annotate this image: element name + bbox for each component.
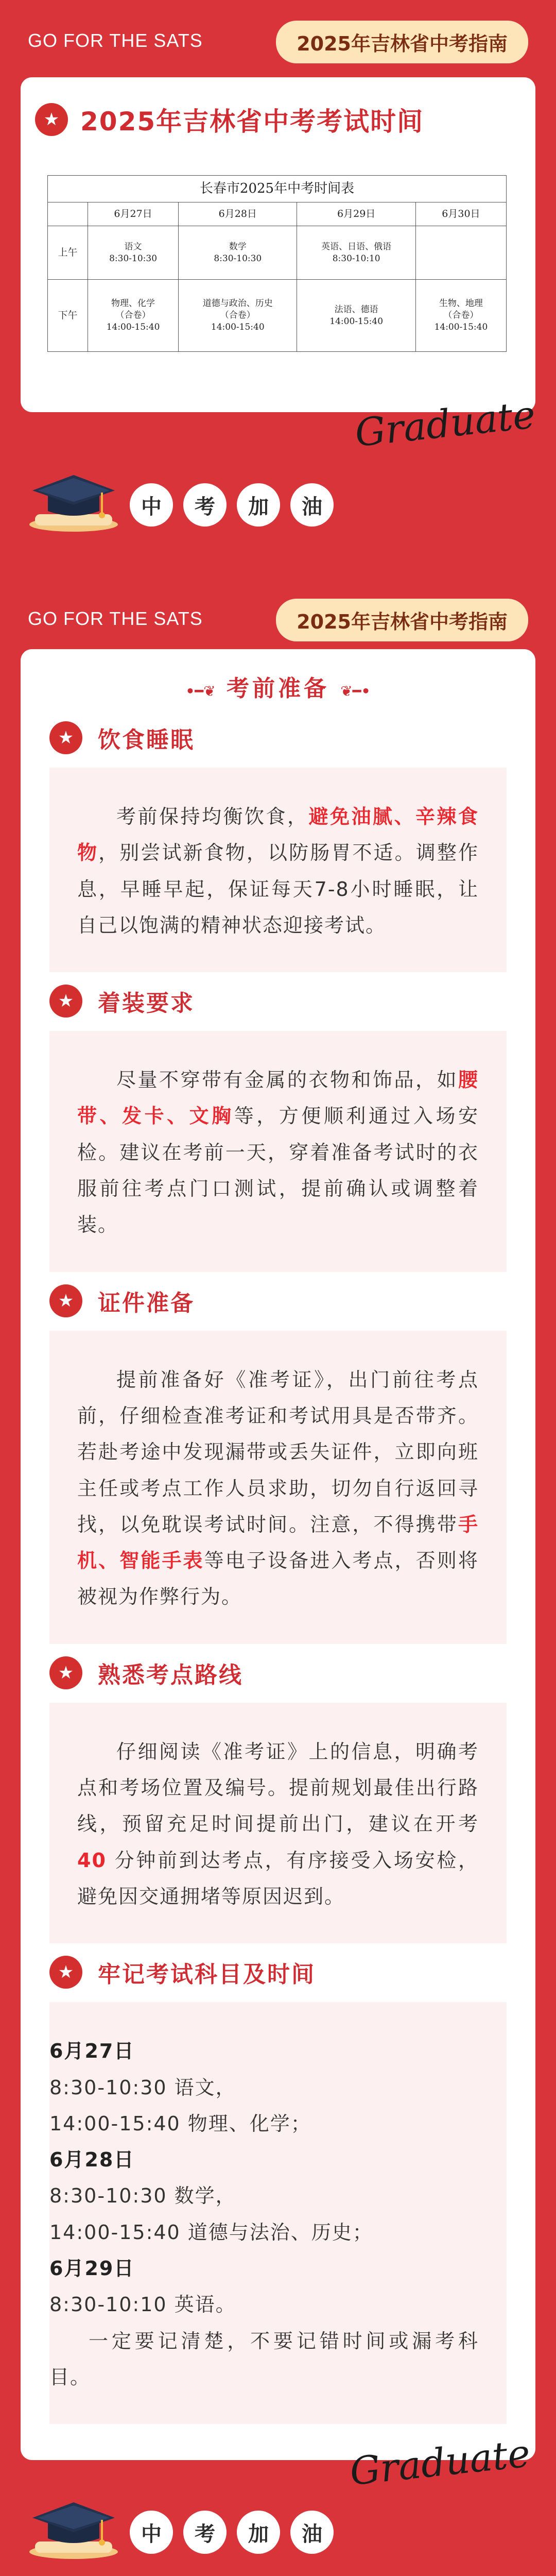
body-text: 等，方便顺利通过入场安检。建议在考前一天，穿着准备考试时的衣服前往考点门口测试，提前确认或调整着装。 — [77, 1105, 479, 1236]
prep-item-text — [77, 1362, 479, 1615]
body-text: 提前准备好《准考证》，出门前往考点前，仔细检查准考证和考试用具是否带齐。若赴考途中发现漏带或丢失证件，立即向班主任或考点工作人员求助，切勿自行返回寻找，以免耽误考试时间。注意，不得携带 — [77, 1368, 479, 1536]
highlight-text: 手机、智能手表 — [77, 1513, 479, 1572]
exam-time-block — [0, 0, 556, 464]
prep-header — [0, 577, 556, 659]
subject: 道德与政治、历史 — [202, 298, 273, 309]
cheer-char: 中 — [130, 483, 173, 527]
period-label: 上午 — [48, 226, 88, 280]
star-icon: ★ — [49, 985, 82, 1018]
table-row-morning — [48, 226, 507, 280]
body-text: 考前保持均衡饮食， — [116, 805, 309, 828]
prep-item-text — [77, 799, 479, 943]
schedule-note: 一定要记清楚，不要记错时间或漏考科目。 — [49, 2329, 479, 2388]
prep-block — [0, 577, 556, 2495]
prep-item-title: 着装要求 — [98, 990, 195, 1017]
time: 8:30-10:30 — [109, 253, 158, 264]
time: 14:00-15:40 — [211, 321, 265, 332]
prep-item-text — [77, 1734, 479, 1914]
cheer-row — [0, 464, 556, 541]
graduation-cap-icon — [25, 2491, 123, 2568]
prep-items — [21, 721, 535, 1943]
tagline: GO FOR THE SATS — [28, 608, 203, 629]
subject: 物理、化学 — [111, 298, 155, 309]
table-day: 6月29日 — [297, 202, 415, 226]
schedule-line: 14:00-15:40 道德与法治、历史； — [49, 2221, 373, 2244]
time: 14:00-15:40 — [329, 316, 384, 327]
table-cell — [88, 280, 179, 352]
table-day: 6月27日 — [88, 202, 179, 226]
section-title — [21, 670, 535, 703]
star-icon: ★ — [49, 1656, 82, 1689]
subject: 语文 — [124, 241, 142, 252]
period-label: 下午 — [48, 280, 88, 352]
prep-item-heading — [21, 721, 535, 754]
prep-item-title: 熟悉考点路线 — [98, 1662, 243, 1688]
table-cell — [297, 226, 415, 280]
schedule-line: 8:30-10:30 语文， — [49, 2076, 236, 2099]
table-cell — [415, 226, 506, 280]
note: （合卷） — [443, 310, 479, 321]
time: 14:00-15:40 — [434, 321, 488, 332]
cheer-char: 油 — [290, 483, 334, 527]
ornament-left: •━❦ — [185, 683, 216, 700]
graduation-cap-icon — [25, 464, 123, 541]
exam-timetable — [47, 175, 507, 352]
star-icon: ★ — [35, 103, 68, 136]
schedule-date: 6月27日 — [49, 2040, 135, 2063]
card-title: 2025年吉林省中考考试时间 — [80, 107, 424, 137]
schedule-line: 8:30-10:30 数学， — [49, 2184, 236, 2208]
table-cell — [179, 280, 297, 352]
highlight-text: 40 — [77, 1849, 107, 1872]
guide-pill: 2025年吉林省中考指南 — [276, 21, 528, 63]
note: （合卷） — [220, 310, 255, 321]
body-text: 尽量不穿带有金属的衣物和饰品，如 — [116, 1069, 458, 1092]
subject: 数学 — [229, 241, 247, 252]
cheer-char: 考 — [183, 483, 227, 527]
cheer-beads — [130, 2511, 334, 2554]
highlight-text: 避免油腻、辛辣食物 — [77, 805, 479, 865]
table-row-afternoon — [48, 280, 507, 352]
graduate-signature: Graduate — [348, 2431, 532, 2495]
prep-item-panel — [49, 1031, 507, 1272]
time: 8:30-10:10 — [332, 253, 380, 264]
table-cell — [415, 280, 506, 352]
cheer-char: 加 — [237, 483, 280, 527]
table-cell — [179, 226, 297, 280]
subject: 法语、德语 — [334, 304, 378, 315]
star-icon: ★ — [49, 1284, 82, 1317]
prep-item-panel — [49, 1331, 507, 1644]
cheer-row — [0, 2491, 556, 2568]
cheer-char: 油 — [290, 2511, 334, 2554]
ornament-right: ❦━• — [340, 683, 371, 700]
table-caption: 长春市2025年中考时间表 — [48, 176, 507, 202]
prep-item-heading — [21, 985, 535, 1018]
schedule-title: 牢记考试科目及时间 — [98, 1961, 316, 1988]
star-icon: ★ — [49, 1956, 82, 1989]
prep-item-title: 证件准备 — [98, 1290, 195, 1316]
table-cell — [88, 226, 179, 280]
table-header-row — [48, 202, 507, 226]
prep-item-heading — [21, 1284, 535, 1317]
cheer-char: 中 — [130, 2511, 173, 2554]
body-text: 等电子设备进入考点，否则将被视为作弊行为。 — [77, 1549, 479, 1608]
schedule-line: 14:00-15:40 物理、化学； — [49, 2112, 311, 2135]
exam-time-card — [21, 77, 535, 412]
schedule-day — [49, 2142, 479, 2250]
tagline: GO FOR THE SATS — [28, 30, 203, 51]
subject: 生物、地理 — [439, 298, 483, 309]
prep-item-title: 饮食睡眠 — [98, 727, 195, 753]
time: 14:00-15:40 — [106, 321, 160, 332]
subject: 英语、日语、俄语 — [321, 241, 392, 252]
schedule-day — [49, 2033, 479, 2142]
section-title-text: 考前准备 — [227, 675, 329, 702]
schedule-line: 8:30-10:10 英语。 — [49, 2293, 236, 2316]
cheer-beads — [130, 483, 334, 527]
highlight-text: 腰带、发卡、文胸 — [77, 1069, 479, 1128]
table-cell — [297, 280, 415, 352]
prep-item-panel — [49, 768, 507, 972]
prep-item-panel — [49, 1703, 507, 1943]
note: （合卷） — [115, 310, 151, 321]
prep-card — [21, 649, 535, 2495]
table-day: 6月30日 — [415, 202, 506, 226]
body-text: 分钟前到达考点，有序接受入场安检，避免因交通拥堵等原因迟到。 — [77, 1849, 479, 1908]
guide-pill: 2025年吉林省中考指南 — [276, 599, 528, 641]
body-text: ，别尝试新食物，以防肠胃不适。调整作息，早睡早起，保证每天7-8小时睡眠，让自己以饱满的精神状态迎接考试。 — [77, 841, 479, 937]
schedule-heading — [21, 1956, 535, 1989]
prep-item-text — [77, 1062, 479, 1243]
cheer-char: 加 — [237, 2511, 280, 2554]
graduate-signature: Graduate — [353, 392, 537, 456]
star-icon: ★ — [49, 721, 82, 754]
schedule-panel — [49, 2002, 507, 2424]
schedule-day — [49, 2250, 479, 2323]
time: 8:30-10:30 — [214, 253, 262, 264]
table-day: 6月28日 — [179, 202, 297, 226]
schedule-date: 6月28日 — [49, 2148, 135, 2172]
schedule-date: 6月29日 — [49, 2257, 135, 2280]
cheer-char: 考 — [183, 2511, 227, 2554]
prep-item-heading — [21, 1656, 535, 1689]
body-text: 仔细阅读《准考证》上的信息，明确考点和考场位置及编号。提前规划最佳出行路线，预留充足时间提前出门，建议在开考 — [77, 1740, 479, 1836]
